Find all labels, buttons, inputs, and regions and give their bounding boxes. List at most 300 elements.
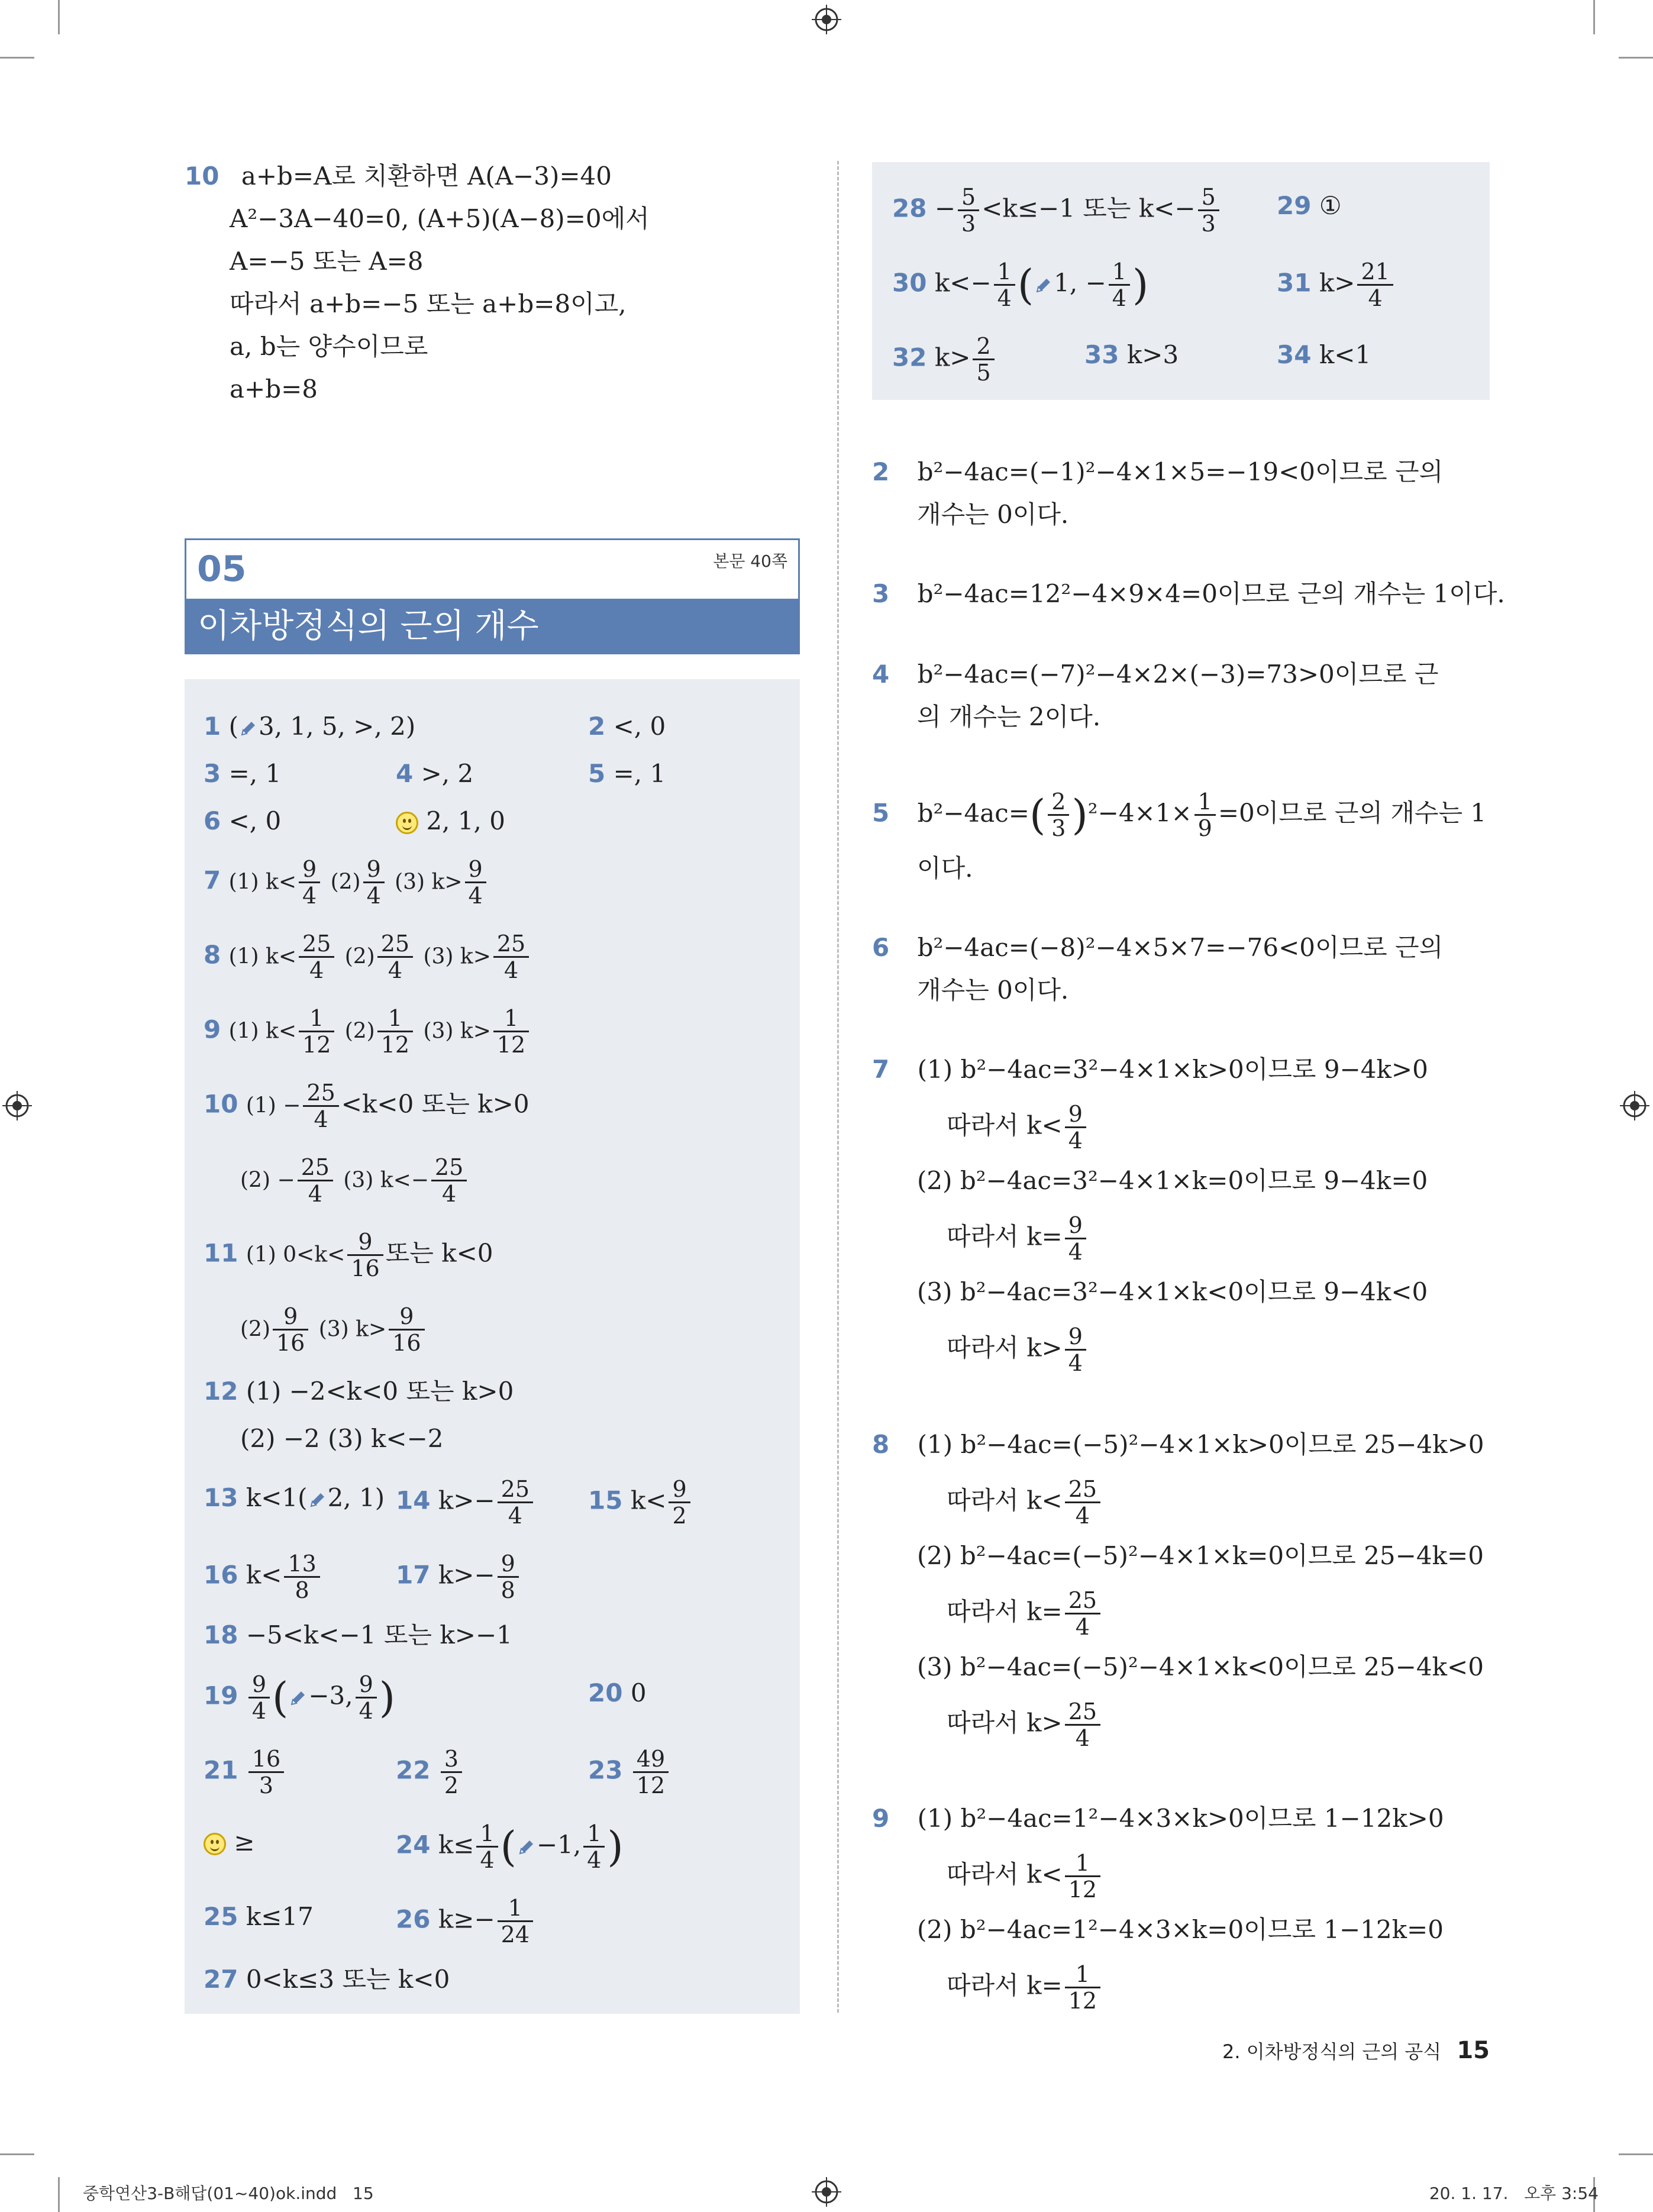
numerator: 9 [498, 1551, 519, 1578]
file-slug: 중학연산3-B해답(01~40)ok.indd 15 [83, 2184, 374, 2203]
denominator: 2 [444, 1772, 459, 1798]
section-header [185, 538, 800, 599]
fraction [299, 1006, 334, 1057]
solution-item [947, 1324, 1089, 1375]
numerator: 9 [389, 1304, 424, 1331]
answer-item [204, 857, 489, 908]
numerator: 9 [248, 1672, 270, 1698]
denominator: 4 [302, 883, 317, 909]
answer-text: <, 0 [613, 712, 666, 741]
denominator: 3 [259, 1772, 274, 1798]
answer-text: k<1 [1319, 340, 1371, 369]
solution-text: (3) b²−4ac=3²−4×1×k<0이므로 9−4k<0 [917, 1277, 1428, 1306]
answer-number: 2 [588, 712, 606, 741]
answer-item [204, 1672, 395, 1723]
numerator: 25 [1065, 1477, 1100, 1503]
denominator: 4 [442, 1181, 457, 1207]
paren: ( [272, 1673, 289, 1722]
solution-item [947, 1588, 1103, 1639]
denominator: 4 [1075, 1614, 1090, 1640]
fraction [248, 1672, 270, 1723]
numerator: 9 [1065, 1324, 1086, 1351]
answer-text: k≤ [438, 1830, 474, 1859]
solution-text: 개수는 0이다. [917, 976, 1069, 1005]
fraction [1065, 1699, 1100, 1751]
numerator: 2 [973, 334, 994, 360]
pencil-icon [1034, 275, 1054, 295]
crop-mark [1619, 2153, 1653, 2155]
answer-item [204, 1551, 322, 1603]
answer-text: k< [630, 1486, 667, 1515]
denominator: 3 [1051, 815, 1066, 841]
page-number: 15 [1457, 2037, 1490, 2064]
answer-text: (2) − [240, 1168, 295, 1193]
answer-text: 0<k≤3 또는 k<0 [246, 1965, 450, 1994]
numerator: 5 [958, 185, 979, 211]
fraction [1065, 1477, 1100, 1528]
solution-text: b²−4ac= [917, 798, 1029, 828]
numerator: 9 [465, 857, 486, 883]
numerator: 1 [498, 1895, 533, 1922]
paren: ) [607, 1822, 624, 1871]
solution-item [917, 696, 1100, 738]
solution-text: 따라서 k= [947, 1597, 1063, 1626]
answer-item [204, 1895, 314, 1938]
answer-number: 6 [204, 806, 221, 835]
numerator: 9 [356, 1672, 377, 1698]
solution-item [872, 789, 1486, 841]
denominator: 4 [1075, 1503, 1090, 1529]
fraction [1065, 1851, 1100, 1902]
denominator: 8 [501, 1577, 515, 1603]
crop-mark [0, 2153, 34, 2155]
fraction [273, 1304, 308, 1355]
answer-item [204, 1006, 531, 1057]
answer-text: k<1( [246, 1483, 308, 1512]
numerator: 1 [1065, 1851, 1100, 1877]
numerator: 1 [299, 1006, 334, 1032]
denominator: 12 [302, 1032, 331, 1058]
answer-number: 30 [892, 268, 927, 298]
answer-text: −3, [308, 1681, 353, 1710]
line: 따라서 a+b=−5 또는 a+b=8이고, [230, 289, 627, 318]
answer-text: (1) −2<k<0 또는 k>0 [246, 1377, 514, 1406]
crop-mark [58, 2177, 60, 2212]
pencil-icon [516, 1837, 537, 1857]
answer-number: 31 [1277, 268, 1312, 298]
solution-text: 따라서 k= [947, 1222, 1063, 1251]
numerator: 1 [476, 1821, 498, 1848]
solution-item [917, 1271, 1428, 1313]
fraction [633, 1746, 669, 1798]
answer-text: k>− [438, 1560, 495, 1590]
fraction [1065, 1324, 1086, 1375]
solution-text: 이다. [917, 854, 973, 883]
numerator: 25 [493, 931, 529, 958]
answer-item [396, 1551, 521, 1603]
answer-number: 21 [204, 1755, 238, 1785]
problem-number: 10 [185, 162, 219, 190]
solution-number: 9 [872, 1804, 890, 1833]
answer-item [204, 1080, 530, 1132]
denominator: 4 [480, 1847, 495, 1873]
answer-item [892, 185, 1222, 236]
answer-number: 13 [204, 1483, 238, 1512]
denominator: 4 [251, 1698, 266, 1724]
answer-text: =, 1 [228, 759, 282, 788]
denominator: 9 [1197, 815, 1212, 841]
chapter-footer [1222, 2034, 1490, 2068]
numerator: 9 [1065, 1213, 1086, 1239]
answer-text: 1, − [1054, 268, 1106, 298]
answer-text: k> [934, 343, 971, 372]
fraction [1065, 1588, 1100, 1639]
answer-item [204, 800, 281, 842]
solution-item [947, 1477, 1103, 1528]
solution-item [872, 653, 1438, 696]
numerator: 3 [441, 1746, 462, 1773]
fraction [1065, 1962, 1100, 2013]
answer-number: 8 [204, 940, 221, 970]
numerator: 1 [583, 1821, 605, 1848]
print-timestamp: 20. 1. 17. 오후 3:54 [1429, 2184, 1599, 2203]
answer-item [396, 1477, 535, 1528]
crop-mark [1619, 57, 1653, 59]
answer-number: 26 [396, 1904, 431, 1934]
solution-item [872, 573, 1505, 615]
numerator: 25 [298, 1155, 333, 1181]
solution-text: 따라서 k< [947, 1486, 1063, 1515]
crop-mark [0, 57, 34, 59]
fraction [1048, 789, 1069, 841]
answer-number: 16 [204, 1560, 238, 1590]
answer-text: 0 [630, 1678, 647, 1707]
denominator: 4 [359, 1698, 373, 1724]
answer-text: (1) k< [228, 870, 297, 895]
fraction [498, 1477, 533, 1528]
answer-text: k≤17 [246, 1902, 314, 1931]
answer-item [204, 1614, 512, 1656]
fraction [1194, 789, 1216, 841]
answer-text: ( [228, 712, 238, 741]
answer-text: <k<0 또는 k>0 [341, 1089, 530, 1119]
numerator: 49 [633, 1746, 669, 1773]
answer-text: 2, 1) [327, 1483, 385, 1512]
page-reference: 본문 40쪽 [713, 551, 787, 571]
numerator: 25 [1065, 1699, 1100, 1726]
denominator: 4 [1068, 1239, 1083, 1265]
numerator: 25 [303, 1080, 338, 1107]
column-divider [837, 161, 839, 2013]
paren: ) [1071, 790, 1088, 839]
solution-text: b²−4ac=(−8)²−4×5×7=−76<0이므로 근의 [917, 933, 1444, 962]
solution-item [872, 926, 1443, 969]
answer-item [588, 1746, 671, 1798]
solution-text: 따라서 k< [947, 1859, 1063, 1889]
answer-number: 28 [892, 193, 927, 223]
numerator: 9 [1065, 1102, 1086, 1128]
numerator: 9 [273, 1304, 308, 1331]
answer-text: k> [1319, 268, 1355, 298]
denominator: 12 [496, 1032, 526, 1058]
answer-number: 32 [892, 343, 927, 372]
solution-number: 3 [872, 579, 890, 608]
answer-number: 34 [1277, 340, 1312, 369]
paren: ) [1132, 260, 1149, 309]
answer-item [1084, 334, 1179, 376]
answer-text: (1) 0<k< [246, 1242, 346, 1267]
solution-number: 8 [872, 1430, 890, 1459]
line: A=−5 또는 A=8 [230, 247, 424, 276]
solution-item [917, 1535, 1484, 1577]
denominator: 4 [388, 957, 402, 983]
solution-number: 5 [872, 798, 890, 828]
solution-number: 7 [872, 1055, 890, 1084]
solution-text: ²−4×1× [1087, 798, 1192, 828]
line: a+b=8 [230, 374, 318, 403]
answer-text: (1) k< [228, 944, 297, 969]
solution-text: 개수는 0이다. [917, 500, 1069, 529]
answer-number: 15 [588, 1486, 623, 1515]
answer-item [892, 259, 1148, 311]
crop-mark [1593, 0, 1595, 34]
answer-item [588, 1477, 693, 1528]
answer-item [240, 1155, 469, 1206]
answer-text: k≥− [438, 1904, 495, 1934]
denominator: 5 [976, 360, 991, 386]
solution-item [872, 1423, 1484, 1466]
registration-mark-icon [1620, 1091, 1649, 1120]
solution-text: (1) b²−4ac=1²−4×3×k>0이므로 1−12k>0 [917, 1804, 1444, 1833]
solution-text: b²−4ac=12²−4×9×4=0이므로 근의 개수는 1이다. [917, 579, 1505, 608]
answer-text: k< [246, 1560, 282, 1590]
answer-text: (1) k< [228, 1019, 297, 1044]
chapter-title: 2. 이차방정식의 근의 공식 [1222, 2040, 1442, 2063]
fraction [441, 1746, 462, 1798]
denominator: 4 [1368, 285, 1383, 311]
answer-text: <k≤−1 또는 k<− [982, 193, 1196, 223]
answer-item [240, 1417, 444, 1460]
fraction [465, 857, 486, 908]
fraction [1065, 1102, 1086, 1153]
answer-item [396, 1895, 535, 1947]
fraction [284, 1551, 319, 1603]
answer-number: 20 [588, 1678, 623, 1707]
solution-item [917, 1909, 1444, 1951]
solution-text: (1) b²−4ac=3²−4×1×k>0이므로 9−4k>0 [917, 1055, 1428, 1084]
answer-item [588, 1672, 647, 1714]
fraction [958, 185, 979, 236]
answer-item [1277, 259, 1396, 311]
numerator: 1 [1194, 789, 1216, 816]
smile-icon [396, 812, 418, 834]
answer-text: −5<k<−1 또는 k>−1 [246, 1620, 512, 1649]
solution-item [917, 847, 973, 890]
solution-text: b²−4ac=(−1)²−4×1×5=−19<0이므로 근의 [917, 457, 1444, 486]
answer-number: 25 [204, 1902, 238, 1931]
answer-text: 또는 k<0 [385, 1238, 493, 1268]
solution-text: 따라서 k> [947, 1708, 1063, 1738]
answer-item [396, 1746, 464, 1798]
answer-item [396, 1821, 624, 1872]
answer-text: − [934, 193, 956, 223]
fraction [389, 1304, 424, 1355]
fraction [347, 1229, 383, 1281]
denominator: 2 [672, 1503, 687, 1529]
answer-text: (3) k<− [343, 1168, 429, 1193]
solution-text: (3) b²−4ac=(−5)²−4×1×k<0이므로 25−4k<0 [917, 1652, 1484, 1681]
fraction [363, 857, 385, 908]
fraction [248, 1746, 284, 1798]
solution-item [947, 1699, 1103, 1751]
solution-number: 2 [872, 457, 890, 486]
answer-item [204, 705, 415, 748]
fraction [431, 1155, 467, 1206]
fraction [299, 857, 320, 908]
numerator: 9 [363, 857, 385, 883]
numerator: 21 [1357, 259, 1393, 286]
denominator: 3 [961, 211, 976, 237]
answer-text: (2) [344, 1019, 375, 1044]
solution-text: (2) b²−4ac=1²−4×3×k=0이므로 1−12k=0 [917, 1915, 1444, 1944]
fraction [498, 1551, 519, 1603]
answer-text: (2) −2 (3) k<−2 [240, 1424, 444, 1453]
answer-number: 24 [396, 1830, 431, 1859]
numerator: 2 [1048, 789, 1069, 816]
denominator: 4 [508, 1503, 522, 1529]
solution-item [917, 969, 1068, 1012]
answer-number: 22 [396, 1755, 431, 1785]
solution-item [947, 1851, 1103, 1902]
answer-number: 12 [204, 1377, 238, 1406]
denominator: 12 [1068, 1877, 1097, 1903]
line: a, b는 양수이므로 [230, 332, 428, 361]
pencil-icon [308, 1490, 328, 1510]
numerator: 16 [248, 1746, 284, 1773]
answer-item [204, 1370, 514, 1413]
answer-item [204, 931, 531, 983]
answer-number: 33 [1084, 340, 1119, 369]
answer-number: 5 [588, 759, 606, 788]
pencil-icon [238, 718, 259, 738]
section-number: 05 [197, 548, 247, 590]
denominator: 12 [1068, 1988, 1097, 2014]
answer-number: 9 [204, 1015, 221, 1044]
paren: ( [1017, 260, 1034, 309]
solution-text: 의 개수는 2이다. [917, 702, 1101, 731]
numerator: 25 [1065, 1588, 1100, 1614]
answer-text: k>3 [1126, 340, 1179, 369]
fraction [994, 259, 1015, 311]
fraction [669, 1477, 690, 1528]
answer-item [204, 1229, 493, 1281]
top-left-solution [185, 155, 650, 411]
solution-text: (2) b²−4ac=3²−4×1×k=0이므로 9−4k=0 [917, 1166, 1428, 1195]
answer-number: 17 [396, 1560, 431, 1590]
pencil-icon [288, 1688, 308, 1708]
denominator: 4 [503, 957, 519, 983]
numerator: 25 [377, 931, 413, 958]
denominator: 3 [1201, 211, 1216, 237]
numerator: 13 [284, 1551, 319, 1578]
fraction [303, 1080, 338, 1132]
answer-text: =, 1 [613, 759, 666, 788]
denominator: 12 [380, 1032, 410, 1058]
denominator: 4 [1068, 1350, 1083, 1376]
denominator: 4 [468, 883, 483, 909]
numerator: 25 [431, 1155, 467, 1181]
paren: ( [500, 1822, 516, 1871]
answer-item [396, 753, 473, 795]
solution-text: 따라서 k< [947, 1110, 1063, 1140]
answer-text: −1, [536, 1830, 582, 1859]
answer-text: (2) [240, 1317, 270, 1342]
answer-text: (3) k> [395, 870, 463, 895]
solution-number: 6 [872, 933, 890, 962]
numerator: 25 [498, 1477, 533, 1503]
answer-item [588, 705, 666, 748]
answer-text: (3) k> [423, 944, 491, 969]
denominator: 8 [295, 1577, 309, 1603]
registration-mark-icon [812, 5, 841, 34]
solution-item [917, 1160, 1428, 1202]
answer-text: (1) − [246, 1093, 301, 1118]
line: A²−3A−40=0, (A+5)(A−8)=0에서 [230, 204, 650, 233]
paren: ( [1029, 790, 1046, 839]
denominator: 12 [636, 1772, 666, 1798]
answer-item [204, 1821, 255, 1864]
numerator: 1 [1065, 1962, 1100, 1988]
fraction [298, 1155, 333, 1206]
answer-text: 2, 1, 0 [426, 806, 505, 835]
answer-number: 27 [204, 1965, 238, 1994]
solution-text: (2) b²−4ac=(−5)²−4×1×k=0이므로 25−4k=0 [917, 1541, 1484, 1570]
answer-text: (3) k> [318, 1317, 387, 1342]
fraction [583, 1821, 605, 1872]
denominator: 4 [997, 285, 1012, 311]
line: a+b=A로 치환하면 A(A−3)=40 [241, 162, 612, 190]
answer-item [1277, 334, 1371, 376]
solution-item [872, 1797, 1444, 1840]
answer-text: (3) k> [423, 1019, 491, 1044]
registration-mark-icon [2, 1091, 32, 1120]
solution-text: b²−4ac=(−7)²−4×2×(−3)=73>0이므로 근 [917, 660, 1439, 689]
fraction [1357, 259, 1393, 311]
solution-item [947, 1962, 1103, 2013]
denominator: 24 [501, 1922, 530, 1948]
fraction [476, 1821, 498, 1872]
answer-item [396, 800, 505, 842]
fraction [1198, 185, 1219, 236]
fraction [356, 1672, 377, 1723]
answer-text: ≥ [234, 1827, 255, 1856]
fraction [377, 931, 413, 983]
solution-item [872, 1048, 1428, 1091]
answer-item [204, 1477, 385, 1519]
fraction [973, 334, 994, 385]
answer-text: (2) [330, 870, 361, 895]
denominator: 4 [366, 883, 381, 909]
solution-item [917, 1646, 1484, 1688]
answer-text: k<− [934, 268, 992, 298]
answer-number: 14 [396, 1486, 431, 1515]
answer-number: 19 [204, 1681, 238, 1710]
answer-text: k>− [438, 1486, 495, 1515]
denominator: 16 [392, 1330, 421, 1356]
numerator: 5 [1198, 185, 1219, 211]
numerator: 9 [669, 1477, 690, 1503]
paren: ) [379, 1673, 396, 1722]
